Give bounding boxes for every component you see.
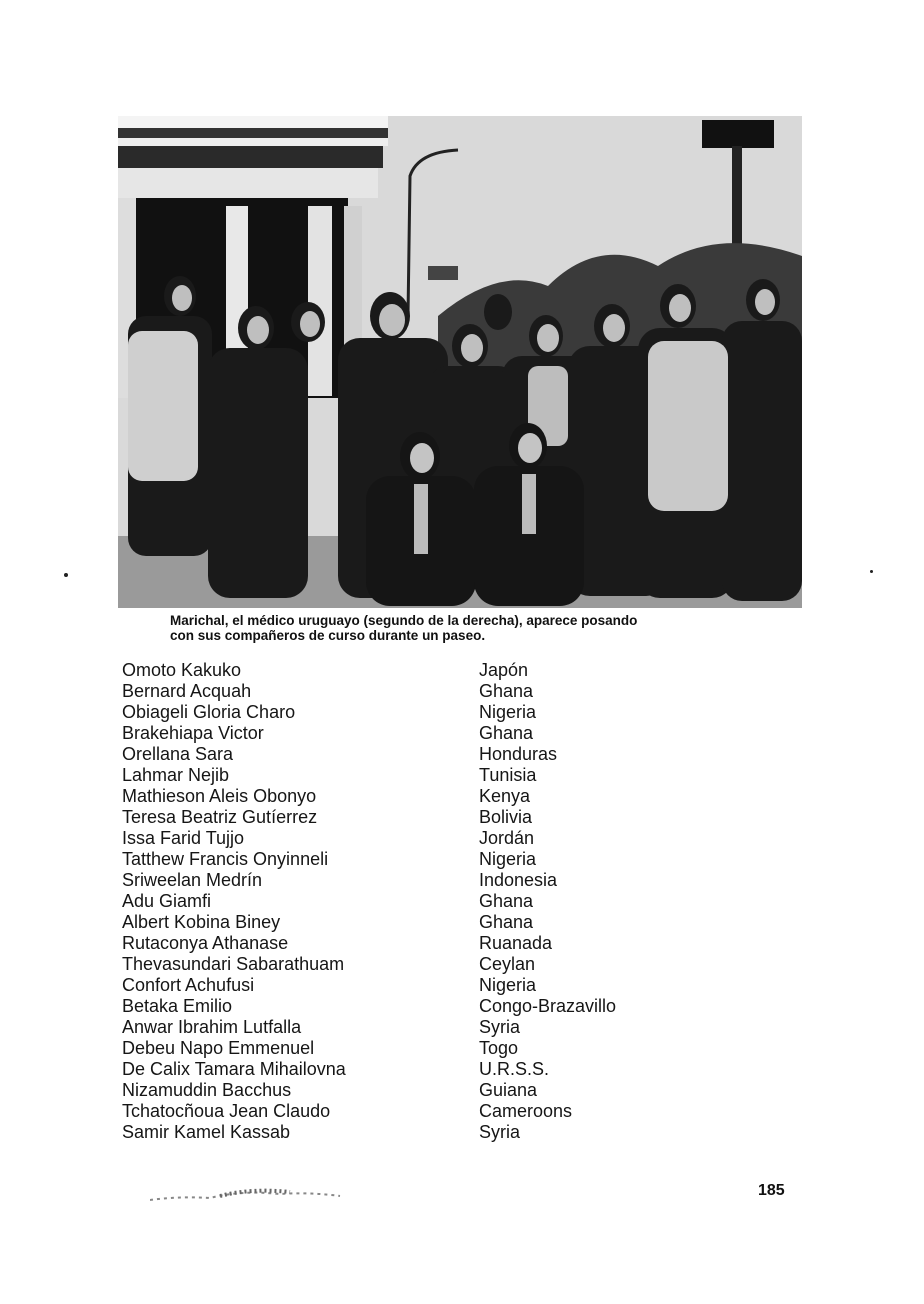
participant-name: Albert Kobina Biney bbox=[122, 912, 281, 932]
list-item bbox=[122, 975, 762, 996]
participant-country: Ghana bbox=[479, 912, 534, 932]
list-item bbox=[122, 1080, 762, 1101]
participant-country: Congo-Brazavillo bbox=[479, 996, 617, 1016]
participant-country: Ceylan bbox=[479, 954, 536, 974]
participant-country: Nigeria bbox=[479, 849, 537, 869]
group-photo-illustration bbox=[118, 116, 802, 608]
participant-country: Ghana bbox=[479, 723, 534, 743]
participant-name: Issa Farid Tujjo bbox=[122, 828, 245, 848]
participant-country: Tunisia bbox=[479, 765, 537, 785]
participant-country: Nigeria bbox=[479, 975, 537, 995]
list-item bbox=[122, 933, 762, 954]
list-item bbox=[122, 702, 762, 723]
participant-country: Syria bbox=[479, 1017, 521, 1037]
ink-speck bbox=[870, 570, 873, 573]
participant-country: Guiana bbox=[479, 1080, 538, 1100]
list-item bbox=[122, 828, 762, 849]
participant-country: Togo bbox=[479, 1038, 519, 1058]
participant-country: Honduras bbox=[479, 744, 558, 764]
list-item bbox=[122, 660, 762, 681]
participant-country: Cameroons bbox=[479, 1101, 573, 1121]
participant-name: Lahmar Nejib bbox=[122, 765, 230, 785]
page-number: 185 bbox=[758, 1182, 785, 1199]
ink-speck bbox=[64, 573, 68, 577]
list-item bbox=[122, 891, 762, 912]
list-item bbox=[122, 996, 762, 1017]
list-item bbox=[122, 849, 762, 870]
participant-country: Indonesia bbox=[479, 870, 558, 890]
list-item bbox=[122, 1017, 762, 1038]
list-item bbox=[122, 807, 762, 828]
participant-country: Nigeria bbox=[479, 702, 537, 722]
participant-name: Orellana Sara bbox=[122, 744, 234, 764]
participant-country: Bolivia bbox=[479, 807, 533, 827]
participant-name: Sriweelan Medrín bbox=[122, 870, 263, 890]
participant-country: Ghana bbox=[479, 891, 534, 911]
participant-name: Debeu Napo Emmenuel bbox=[122, 1038, 315, 1058]
participant-list bbox=[122, 660, 762, 1143]
participant-country: Jordán bbox=[479, 828, 535, 848]
participant-country: Ruanada bbox=[479, 933, 553, 953]
participant-name: Mathieson Aleis Obonyo bbox=[122, 786, 317, 806]
participant-country: U.R.S.S. bbox=[479, 1059, 550, 1079]
participant-name: Samir Kamel Kassab bbox=[122, 1122, 291, 1142]
participant-country: Kenya bbox=[479, 786, 531, 806]
list-item bbox=[122, 1038, 762, 1059]
list-item bbox=[122, 1122, 762, 1143]
list-item bbox=[122, 744, 762, 765]
participant-name: Adu Giamfi bbox=[122, 891, 212, 911]
list-item bbox=[122, 1101, 762, 1122]
participant-name: Omoto Kakuko bbox=[122, 660, 242, 680]
participant-name: Teresa Beatriz Gutíerrez bbox=[122, 807, 318, 827]
participant-name: Rutaconya Athanase bbox=[122, 933, 289, 953]
participant-country: Japón bbox=[479, 660, 529, 680]
list-item bbox=[122, 723, 762, 744]
participant-name: Anwar Ibrahim Lutfalla bbox=[122, 1017, 302, 1037]
participant-name: Betaka Emilio bbox=[122, 996, 233, 1016]
list-item bbox=[122, 786, 762, 807]
participant-name: Tchatocñoua Jean Claudo bbox=[122, 1101, 331, 1121]
list-item bbox=[122, 1059, 762, 1080]
participant-name: De Calix Tamara Mihailovna bbox=[122, 1059, 346, 1079]
participant-country: Ghana bbox=[479, 681, 534, 701]
list-item bbox=[122, 870, 762, 891]
list-item bbox=[122, 912, 762, 933]
caption-line-1: Marichal, el médico uruguayo (segundo de la derecha), aparece posando bbox=[170, 613, 638, 628]
participant-name: Confort Achufusi bbox=[122, 975, 255, 995]
list-item bbox=[122, 765, 762, 786]
participant-country: Syria bbox=[479, 1122, 521, 1142]
print-smudge bbox=[150, 1186, 370, 1206]
participant-name: Nizamuddin Bacchus bbox=[122, 1080, 292, 1100]
participant-name: Brakehiapa Victor bbox=[122, 723, 264, 743]
photo-caption bbox=[170, 613, 770, 643]
list-item bbox=[122, 954, 762, 975]
participant-name: Bernard Acquah bbox=[122, 681, 252, 701]
participant-name: Obiageli Gloria Charo bbox=[122, 702, 296, 722]
participant-name: Thevasundari Sabarathuam bbox=[122, 954, 345, 974]
list-item bbox=[122, 681, 762, 702]
group-photo bbox=[118, 116, 802, 608]
caption-line-2: con sus compañeros de curso durante un paseo. bbox=[170, 628, 486, 643]
participant-name: Tatthew Francis Onyinneli bbox=[122, 849, 329, 869]
